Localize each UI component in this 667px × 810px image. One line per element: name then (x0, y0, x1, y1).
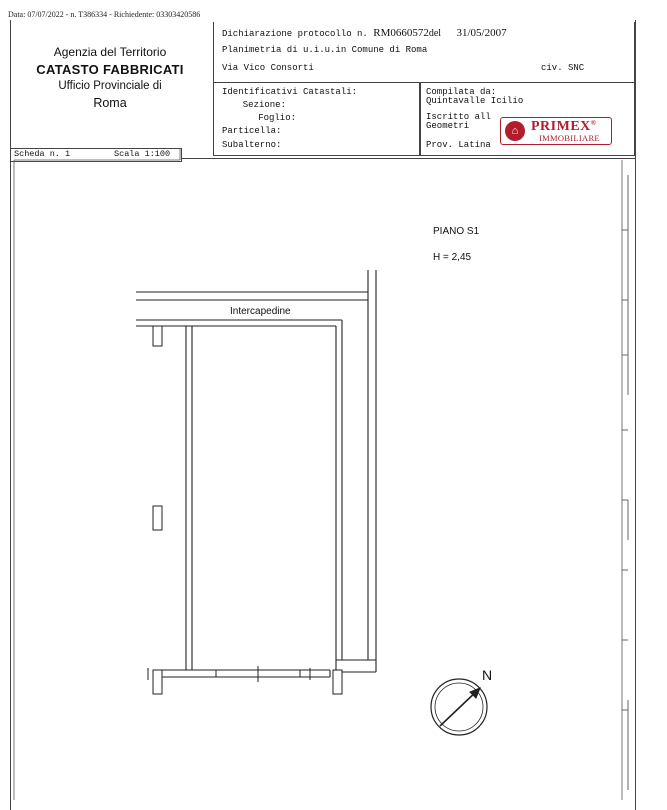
agency-department: CATASTO FABBRICATI (36, 62, 184, 77)
height-label: H = 2,45 (433, 252, 472, 263)
protocol-number: RM0660572 (373, 27, 429, 39)
agency-city: Roma (93, 96, 127, 110)
logo-subtitle: IMMOBILIARE (539, 133, 600, 143)
agency-name: Agenzia del Territorio (53, 45, 167, 59)
north-arrow-icon (431, 679, 487, 735)
subalterno-label: Subalterno: (222, 140, 282, 150)
identifiers-title: Identificativi Catastali: (222, 87, 358, 97)
particella-label: Particella: (222, 126, 282, 136)
declaration-label: Dichiarazione protocollo n. (222, 29, 368, 39)
logo-name: PRIMEX® (531, 119, 597, 134)
end-ticks (148, 666, 310, 682)
pillars (153, 326, 342, 694)
floor-label: PIANO S1 (433, 226, 480, 237)
compiler-title: Compilata da: (426, 87, 497, 97)
scale: Scala 1:100 (114, 149, 171, 159)
address: Via Vico Consorti (222, 63, 314, 73)
foglio-label: Foglio: (258, 113, 296, 123)
room-label-intercapedine: Intercapedine (230, 306, 291, 317)
compiler-name: Quintavalle Icilio (426, 96, 524, 106)
walls (136, 270, 376, 677)
sezione-label: Sezione: (242, 100, 286, 110)
del-label: del (428, 28, 442, 39)
frame-ticks (14, 175, 628, 790)
scheda-number: Scheda n. 1 (14, 149, 71, 159)
document-info-line: Data: 07/07/2022 - n. T386334 - Richiedente: 03303420586 (8, 10, 201, 19)
declaration-date: 31/05/2007 (456, 27, 507, 39)
house-icon: ⌂ (505, 121, 525, 141)
north-label: N (482, 667, 493, 683)
agency-office: Ufficio Provinciale di (58, 80, 162, 92)
iscritto-label: Iscritto all (426, 112, 491, 122)
province-label: Prov. Latina (426, 140, 491, 150)
albo-label: Geometri (426, 121, 470, 131)
drawing-frame (14, 148, 622, 800)
planimetria-line: Planimetria di u.i.u.in Comune di Roma (222, 45, 428, 55)
civic-number: civ. SNC (541, 63, 585, 73)
